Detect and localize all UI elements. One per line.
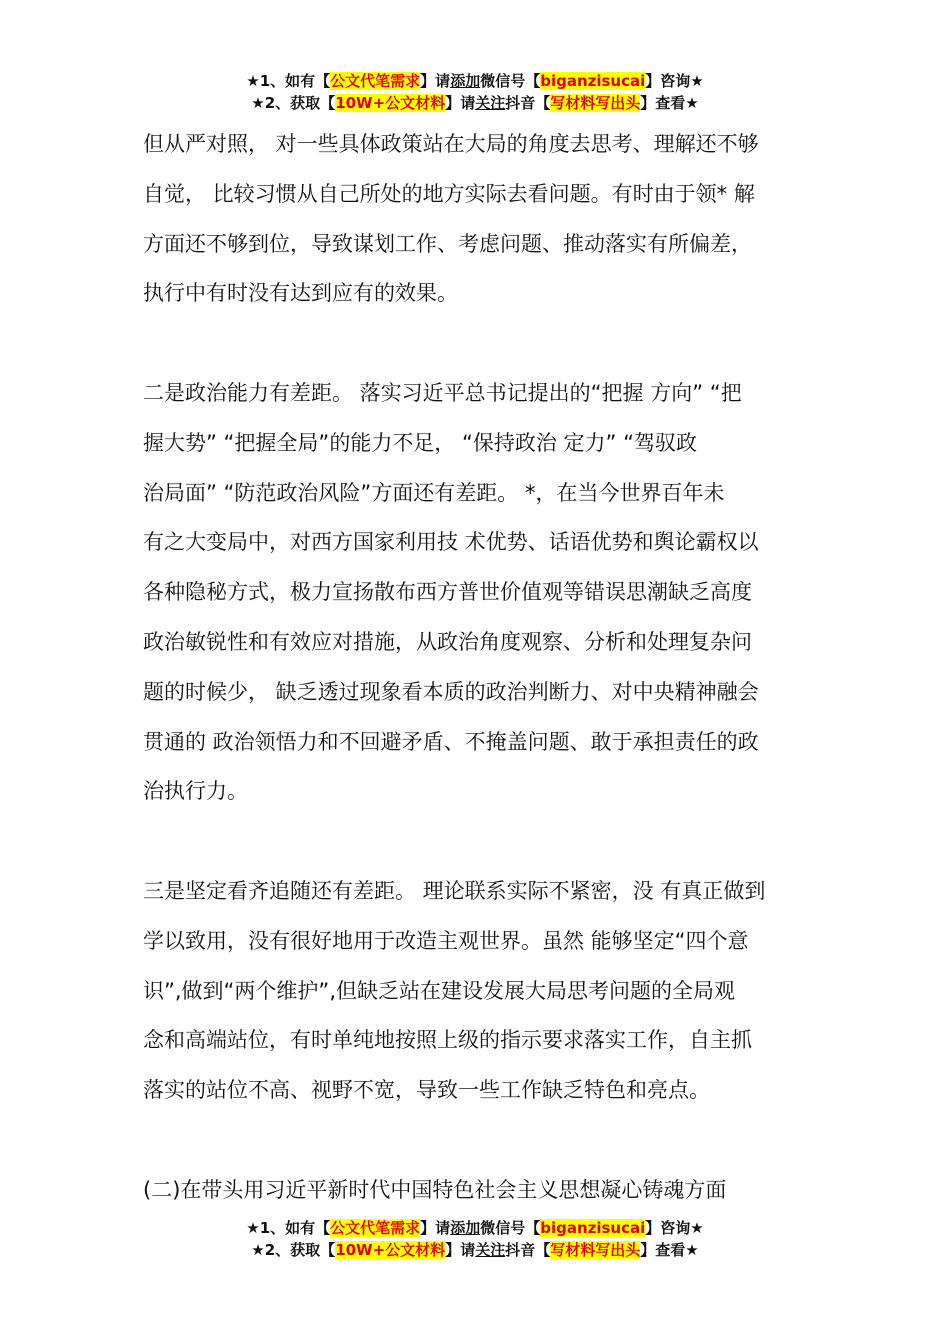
banner-highlight-service: 公文代笔需求 (330, 1219, 421, 1237)
paragraph-line: 识”,做到“两个维护”,但缺乏站在建设发展大局思考问题的全局观 (143, 978, 735, 1003)
banner-highlight-douyin: 写材料写出头 (550, 94, 641, 112)
paragraph-line: 自觉， 比较习惯从自己所处的地方实际去看问题。有时由于领* 解 (143, 181, 755, 206)
paragraph-line: 三是坚定看齐追随还有差距。 理论联系实际不紧密，没 有真正做到 (143, 879, 766, 903)
paragraph-line: 治局面” “防范政治风险”方面还有差距。 *，在当今世界百年未 (143, 480, 725, 505)
paragraph-line: 落实的站位不高、视野不宽，导致一些工作缺乏特色和亮点。 (143, 1078, 710, 1103)
banner-emphasis: 关注 (475, 94, 506, 112)
banner-text: 抖音【 (505, 94, 551, 112)
banner-emphasis: 添加 (450, 72, 481, 90)
banner-highlight-materials: 10W+公文材料 (335, 94, 446, 112)
section-heading (143, 1166, 813, 1216)
banner-highlight-douyin: 写材料写出头 (550, 1241, 641, 1259)
paragraph-political-capability (143, 369, 813, 817)
banner-highlight-materials: 10W+公文材料 (335, 1241, 446, 1259)
section-heading-text: (二)在带头用习近平新时代中国特色社会主义思想凝心铸魂方面 (143, 1178, 727, 1202)
banner-text: 】查看★ (640, 1241, 699, 1259)
banner-text: 】请 (445, 94, 476, 112)
header-notice-banner (0, 70, 950, 114)
paragraph-line: 题的时候少， 缺乏透过现象看本质的政治判断力、对中央精神融会 (143, 679, 759, 704)
banner-text: ★1、如有【 (246, 1219, 331, 1237)
banner-text: 】请 (445, 1241, 476, 1259)
paragraph-policy-understanding (143, 120, 813, 319)
paragraph-alignment-gap (143, 867, 813, 1116)
paragraph-line: 治执行力。 (143, 779, 248, 804)
paragraph-line: 各种隐秘方式，极力宣扬散布西方普世价值观等错误思潮缺乏高度 (143, 580, 752, 605)
banner-line-2 (0, 92, 950, 114)
banner-text: 】请 (420, 72, 451, 90)
banner-line-2 (0, 1239, 950, 1261)
paragraph-line: 执行中有时没有达到应有的效果。 (143, 281, 458, 306)
banner-text: 抖音【 (505, 1241, 551, 1259)
banner-text: 】请 (420, 1219, 451, 1237)
banner-line-1 (0, 70, 950, 92)
banner-highlight-service: 公文代笔需求 (330, 72, 421, 90)
paragraph-line: 方面还不够到位，导致谋划工作、考虑问题、推动落实有所偏差， (143, 231, 752, 256)
banner-text: 】查看★ (640, 94, 699, 112)
banner-text: 微信号【 (480, 1219, 541, 1237)
banner-emphasis: 关注 (475, 1241, 506, 1259)
paragraph-line: 但从严对照， 对一些具体政策站在大局的角度去思考、理解还不够 (143, 132, 759, 156)
banner-text: ★2、获取【 (251, 1241, 336, 1259)
banner-emphasis: 添加 (450, 1219, 481, 1237)
banner-text: ★1、如有【 (246, 72, 331, 90)
banner-text: 微信号【 (480, 72, 541, 90)
banner-text: 】咨询★ (645, 1219, 704, 1237)
paragraph-line: 政治敏锐性和有效应对措施，从政治角度观察、分析和处理复杂问 (143, 629, 752, 654)
banner-highlight-wechat-id: biganzisucai (540, 1219, 646, 1237)
paragraph-line: 贯通的 政治领悟力和不回避矛盾、不掩盖问题、敢于承担责任的政 (143, 729, 759, 754)
footer-notice-banner (0, 1217, 950, 1261)
banner-highlight-wechat-id: biganzisucai (540, 72, 646, 90)
paragraph-line: 有之大变局中，对西方国家利用技 术优势、话语优势和舆论霸权以 (143, 530, 759, 555)
banner-text: ★2、获取【 (251, 94, 336, 112)
banner-line-1 (0, 1217, 950, 1239)
paragraph-line: 学以致用，没有很好地用于改造主观世界。虽然 能够坚定“四个意 (143, 928, 749, 953)
banner-text: 】咨询★ (645, 72, 704, 90)
paragraph-line: 握大势” “把握全局”的能力不足， “保持政治 定力” “驾驭政 (143, 430, 697, 455)
paragraph-line: 二是政治能力有差距。 落实习近平总书记提出的“把握 方向” “把 (143, 381, 742, 405)
paragraph-line: 念和高端站位，有时单纯地按照上级的指示要求落实工作，自主抓 (143, 1028, 752, 1053)
